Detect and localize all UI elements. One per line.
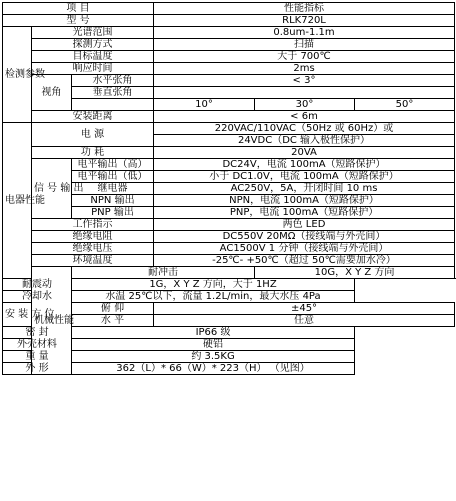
weight-value: 约 3.5KG <box>72 351 355 363</box>
vibration-label: 耐震动 <box>3 279 72 291</box>
spectral-label: 光谱范围 <box>32 27 154 39</box>
v-angle-label: 垂直张角 <box>72 87 154 99</box>
ambient-value: -25℃- +50℃（超过 50℃需要加水冷） <box>154 255 455 267</box>
spec-sheet <box>2 2 454 499</box>
seal-value: IP66 级 <box>72 327 355 339</box>
h-angle-value: < 3° <box>154 75 455 87</box>
response-value: 2ms <box>154 63 455 75</box>
row-power-1 <box>3 123 455 135</box>
level-low-label: 电平输出（低） <box>72 171 154 183</box>
row-indicator <box>3 219 455 231</box>
v-angle-spacer <box>154 87 455 99</box>
h-angle-label: 水平张角 <box>72 75 154 87</box>
model-label: 型 号 <box>3 15 154 27</box>
weight-label: 重 量 <box>3 351 72 363</box>
power-value-2: 24VDC（DC 输入极性保护） <box>154 135 455 147</box>
distance-label: 安装距离 <box>32 111 154 123</box>
pitch-label: 俯 仰 <box>72 303 154 315</box>
shell-label: 外壳材料 <box>3 339 72 351</box>
cooling-label: 冷却水 <box>3 291 72 303</box>
model-value: RLK720L <box>154 15 455 27</box>
power-value-1: 220VAC/110VAC（50Hz 或 60Hz）或 <box>154 123 455 135</box>
cooling-value: 水温 25℃以下，流量 1.2L/min，最大水压 4Pa <box>72 291 355 303</box>
row-cooling <box>3 291 455 303</box>
shape-label: 外 形 <box>3 363 72 375</box>
item-label: 项 目 <box>3 3 154 15</box>
row-response <box>3 63 455 75</box>
shell-value: 硬铝 <box>72 339 355 351</box>
row-weight <box>3 351 455 363</box>
row-insulation-res <box>3 231 455 243</box>
signal-output-label: 信 号 输 出 <box>32 159 72 219</box>
indicator-value: 两色 LED <box>154 219 455 231</box>
indicator-label: 工作指示 <box>32 219 154 231</box>
target-temp-label: 目标温度 <box>32 51 154 63</box>
view-angle-label: 视角 <box>32 75 72 111</box>
row-level-high <box>3 159 455 171</box>
pnp-label: PNP 输出 <box>72 207 154 219</box>
npn-label: NPN 输出 <box>72 195 154 207</box>
row-distance <box>3 111 455 123</box>
npn-value: NPN，电流 100mA（短路保护） <box>154 195 455 207</box>
row-seal <box>3 327 455 339</box>
scan-label: 探测方式 <box>32 39 154 51</box>
row-target-temp <box>3 51 455 63</box>
row-spectral <box>3 27 455 39</box>
ambient-label: 环境温度 <box>32 255 154 267</box>
shape-value: 362（L）* 66（W）* 223（H） （见图） <box>72 363 355 375</box>
level-value: 任意 <box>154 315 455 327</box>
header-row-model <box>3 15 455 27</box>
level-low-value: 小于 DC1.0V，电流 100mA（短路保护） <box>154 171 455 183</box>
category-electrical: 电器性能 <box>3 123 32 279</box>
row-shock <box>3 267 455 279</box>
target-temp-value: 大于 700℃ <box>154 51 455 63</box>
v-angle-value-2: 30° <box>255 99 355 111</box>
level-label: 水 平 <box>72 315 154 327</box>
insulation-volt-label: 绝缘电压 <box>32 243 154 255</box>
row-vibration <box>3 279 455 291</box>
seal-label: 密 封 <box>3 327 72 339</box>
header-row-item <box>3 3 455 15</box>
shock-value: 10G，X Y Z 方向 <box>255 267 455 279</box>
v-angle-value-1: 10° <box>154 99 255 111</box>
insulation-volt-value: AC1500V 1 分钟（接线端与外壳间） <box>154 243 455 255</box>
row-scan <box>3 39 455 51</box>
consumption-value: 20VA <box>154 147 455 159</box>
relay-value: AC250V，5A，开闭时间 10 ms <box>154 183 455 195</box>
insulation-res-value: DC550V 20MΩ（接线端与外壳间） <box>154 231 455 243</box>
category-mechanical: 机械性能 <box>32 267 72 375</box>
v-angle-spacer-2 <box>72 99 154 111</box>
response-label: 响应时间 <box>32 63 154 75</box>
row-ambient <box>3 255 455 267</box>
mount-label: 安 装 方 位 <box>3 303 32 327</box>
insulation-res-label: 绝缘电阻 <box>32 231 154 243</box>
level-high-value: DC24V，电流 100mA（短路保护） <box>154 159 455 171</box>
row-consumption <box>3 147 455 159</box>
spec-table <box>2 2 455 375</box>
spectral-value: 0.8um-1.1m <box>154 27 455 39</box>
pitch-value: ±45° <box>154 303 455 315</box>
vibration-value: 1G，X Y Z 方向，大于 1HZ <box>72 279 355 291</box>
row-shell <box>3 339 455 351</box>
distance-value: < 6m <box>154 111 455 123</box>
perf-label: 性能指标 <box>154 3 455 15</box>
row-h-angle <box>3 75 455 87</box>
row-shape <box>3 363 455 375</box>
consumption-label: 功 耗 <box>32 147 154 159</box>
row-insulation-volt <box>3 243 455 255</box>
power-label: 电 源 <box>32 123 154 147</box>
pnp-value: PNP，电流 100mA（短路保护） <box>154 207 455 219</box>
level-high-label: 电平输出（高） <box>72 159 154 171</box>
scan-value: 扫描 <box>154 39 455 51</box>
relay-label: 继电器 <box>72 183 154 195</box>
category-detection: 检测参数 <box>3 27 32 123</box>
v-angle-value-3: 50° <box>355 99 455 111</box>
shock-label: 耐冲击 <box>72 267 255 279</box>
